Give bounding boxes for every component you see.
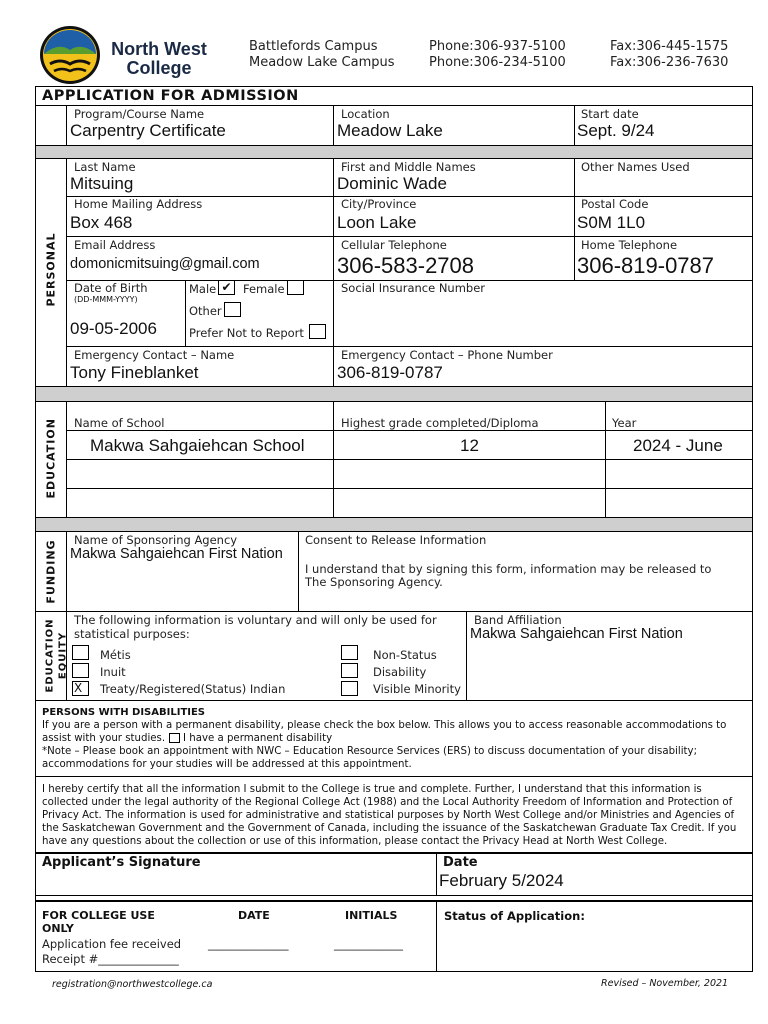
college-name-line1: North West [111,39,207,59]
disabilities-title: PERSONS WITH DISABILITIES [42,707,206,718]
emergency-phone-label: Emergency Contact – Phone Number [341,348,553,362]
other-gender-checkbox[interactable] [224,302,241,317]
city-label: City/Province [341,197,417,211]
date-label: Date [443,855,478,870]
fee-label: Application fee received [42,937,182,951]
consent-label: Consent to Release Information [305,533,487,547]
postal-code-value[interactable]: S0M 1L0 [577,213,646,232]
phone-list [429,39,566,71]
metis-checkbox[interactable] [72,645,89,660]
certify-line-2: collected under the legal authority of the Regional College Act (1988) and the Local Authority Freedom of Information and Protection of [42,797,733,808]
signature-field[interactable] [42,872,432,892]
band-label: Band Affiliation [474,613,562,627]
email-value[interactable]: domonicmitsuing@gmail.com [70,256,260,272]
address-label: Home Mailing Address [74,197,203,211]
certify-line-1: I hereby certify that all the information I submit to the College is true and complete. Further, I understand that this information is [42,784,702,795]
signature-label: Applicant’s Signature [42,855,201,870]
receipt-label: Receipt #______________ [42,952,179,966]
cell-phone-value[interactable]: 306-583-2708 [337,253,475,278]
school-label: Name of School [74,416,165,430]
status-label: Status of Application: [444,909,585,923]
form-title: APPLICATION FOR ADMISSION [42,88,299,104]
certify-line-4: the Saskatchewan Government and the Government of Canada, including the issuance of the Saskatchewan Graduate Tax Credit. If you [42,823,737,834]
grade-value[interactable]: 12 [460,436,479,455]
emergency-name-label: Emergency Contact – Name [74,348,235,362]
treaty-checkbox[interactable]: X [72,681,89,696]
college-logo [38,24,102,86]
office-title-2: ONLY [42,922,74,935]
first-names-value[interactable]: Dominic Wade [337,174,447,193]
equity-intro-1: The following information is voluntary and will only be used for [74,613,437,627]
male-label: Male [189,282,217,296]
other-names-label: Other Names Used [581,160,690,174]
funding-section-label: FUNDING [44,539,58,604]
program-value[interactable]: Carpentry Certificate [70,121,226,140]
start-date-value[interactable]: Sept. 9/24 [577,121,655,140]
treaty-label: Treaty/Registered(Status) Indian [100,682,286,696]
permanent-disability-checkbox[interactable] [169,733,180,743]
sin-label: Social Insurance Number [341,281,486,295]
dob-format: (DD-MMM-YYYY) [74,295,138,304]
disabilities-line-2b: I have a permanent disability [183,733,333,744]
date-value[interactable]: February 5/2024 [439,871,564,890]
emergency-phone-value[interactable]: 306-819-0787 [337,363,443,382]
inuit-checkbox[interactable] [72,663,89,678]
prefer-not-checkbox[interactable] [309,324,326,339]
prefer-not-label: Prefer Not to Report [189,326,304,340]
year-value[interactable]: 2024 - June [633,436,723,455]
female-checkbox[interactable] [287,280,304,295]
fax-list [610,39,728,71]
certify-line-3: Privacy Act. The information is used for administrative and statistical purposes by North West College and/or Ministries and Agencies of [42,810,735,821]
school-value[interactable]: Makwa Sahgaiehcan School [90,436,305,455]
last-name-label: Last Name [74,160,136,174]
non-status-label: Non-Status [373,648,437,662]
grade-label: Highest grade completed/Diploma [341,416,539,430]
visible-minority-label: Visible Minority [373,682,461,696]
office-title-1: FOR COLLEGE USE [42,909,155,922]
equity-section-label-1: EDUCATION [44,618,56,693]
consent-text-2: The Sponsoring Agency. [305,575,443,589]
fee-date-line: ______________ [208,937,289,951]
agency-value[interactable]: Makwa Sahgaiehcan First Nation [70,546,283,562]
office-initials-col: INITIALS [345,909,398,922]
other-gender-label: Other [189,304,222,318]
consent-text-1: I understand that by signing this form, information may be released to [305,562,712,576]
location-value[interactable]: Meadow Lake [337,121,443,140]
disability-label: Disability [373,665,427,679]
phone-battlefords: Phone:306-937-5100 [429,39,566,54]
disabilities-line-1: If you are a person with a permanent disability, please check the box below. This allows you to access reasonable accommodations to [42,720,727,731]
equity-section-label-2: EQUITY [57,631,69,680]
certify-line-5: have any questions about the collection or use of this information, please contact the Privacy Head at North West College. [42,836,668,847]
city-value[interactable]: Loon Lake [337,213,417,232]
postal-code-label: Postal Code [581,197,649,211]
address-value[interactable]: Box 468 [70,213,133,232]
college-name [104,40,214,78]
disabilities-line-2a: assist with your studies. [42,733,166,744]
dob-value[interactable]: 09-05-2006 [70,319,157,338]
fax-battlefords: Fax:306-445-1575 [610,39,729,54]
location-label: Location [341,107,390,121]
campus-battlefords: Battlefords Campus [249,39,378,54]
education-section-label: EDUCATION [44,418,58,499]
metis-label: Métis [100,648,131,662]
personal-section-label: PERSONAL [44,232,58,307]
female-label: Female [243,282,285,296]
home-phone-label: Home Telephone [581,238,678,252]
college-name-line2: College [126,58,192,78]
email-label: Email Address [74,238,156,252]
campus-list [249,39,395,71]
dob-label: Date of Birth [74,281,148,295]
fax-meadow-lake: Fax:306-236-7630 [610,55,729,70]
non-status-checkbox[interactable] [341,645,358,660]
equity-intro-2: statistical purposes: [74,627,190,641]
first-names-label: First and Middle Names [341,160,476,174]
footer-email[interactable]: registration@northwestcollege.ca [52,979,213,990]
disabilities-line-4: accommodations for your studies will be addressed at this appointment. [42,759,412,770]
start-date-label: Start date [581,107,639,121]
agency-label: Name of Sponsoring Agency [74,533,238,547]
visible-minority-checkbox[interactable] [341,681,358,696]
program-label: Program/Course Name [74,107,205,121]
year-label: Year [612,416,637,430]
last-name-value[interactable]: Mitsuing [70,174,134,193]
disabilities-line-3: *Note – Please book an appointment with NWC – Education Resource Services (ERS) to discuss documentation of your disability; [42,746,698,757]
emergency-name-value[interactable]: Tony Fineblanket [70,363,199,382]
office-date-col: DATE [238,909,270,922]
phone-meadow-lake: Phone:306-234-5100 [429,55,566,70]
campus-meadow-lake: Meadow Lake Campus [249,55,395,70]
cell-phone-label: Cellular Telephone [341,238,447,252]
disability-checkbox[interactable] [341,663,358,678]
inuit-label: Inuit [100,665,126,679]
fee-initials-line: ____________ [334,937,403,951]
home-phone-value[interactable]: 306-819-0787 [577,253,715,278]
male-checkbox[interactable]: ✔ [218,280,235,295]
footer-revised: Revised – November, 2021 [601,978,729,989]
band-value[interactable]: Makwa Sahgaiehcan First Nation [470,626,683,642]
